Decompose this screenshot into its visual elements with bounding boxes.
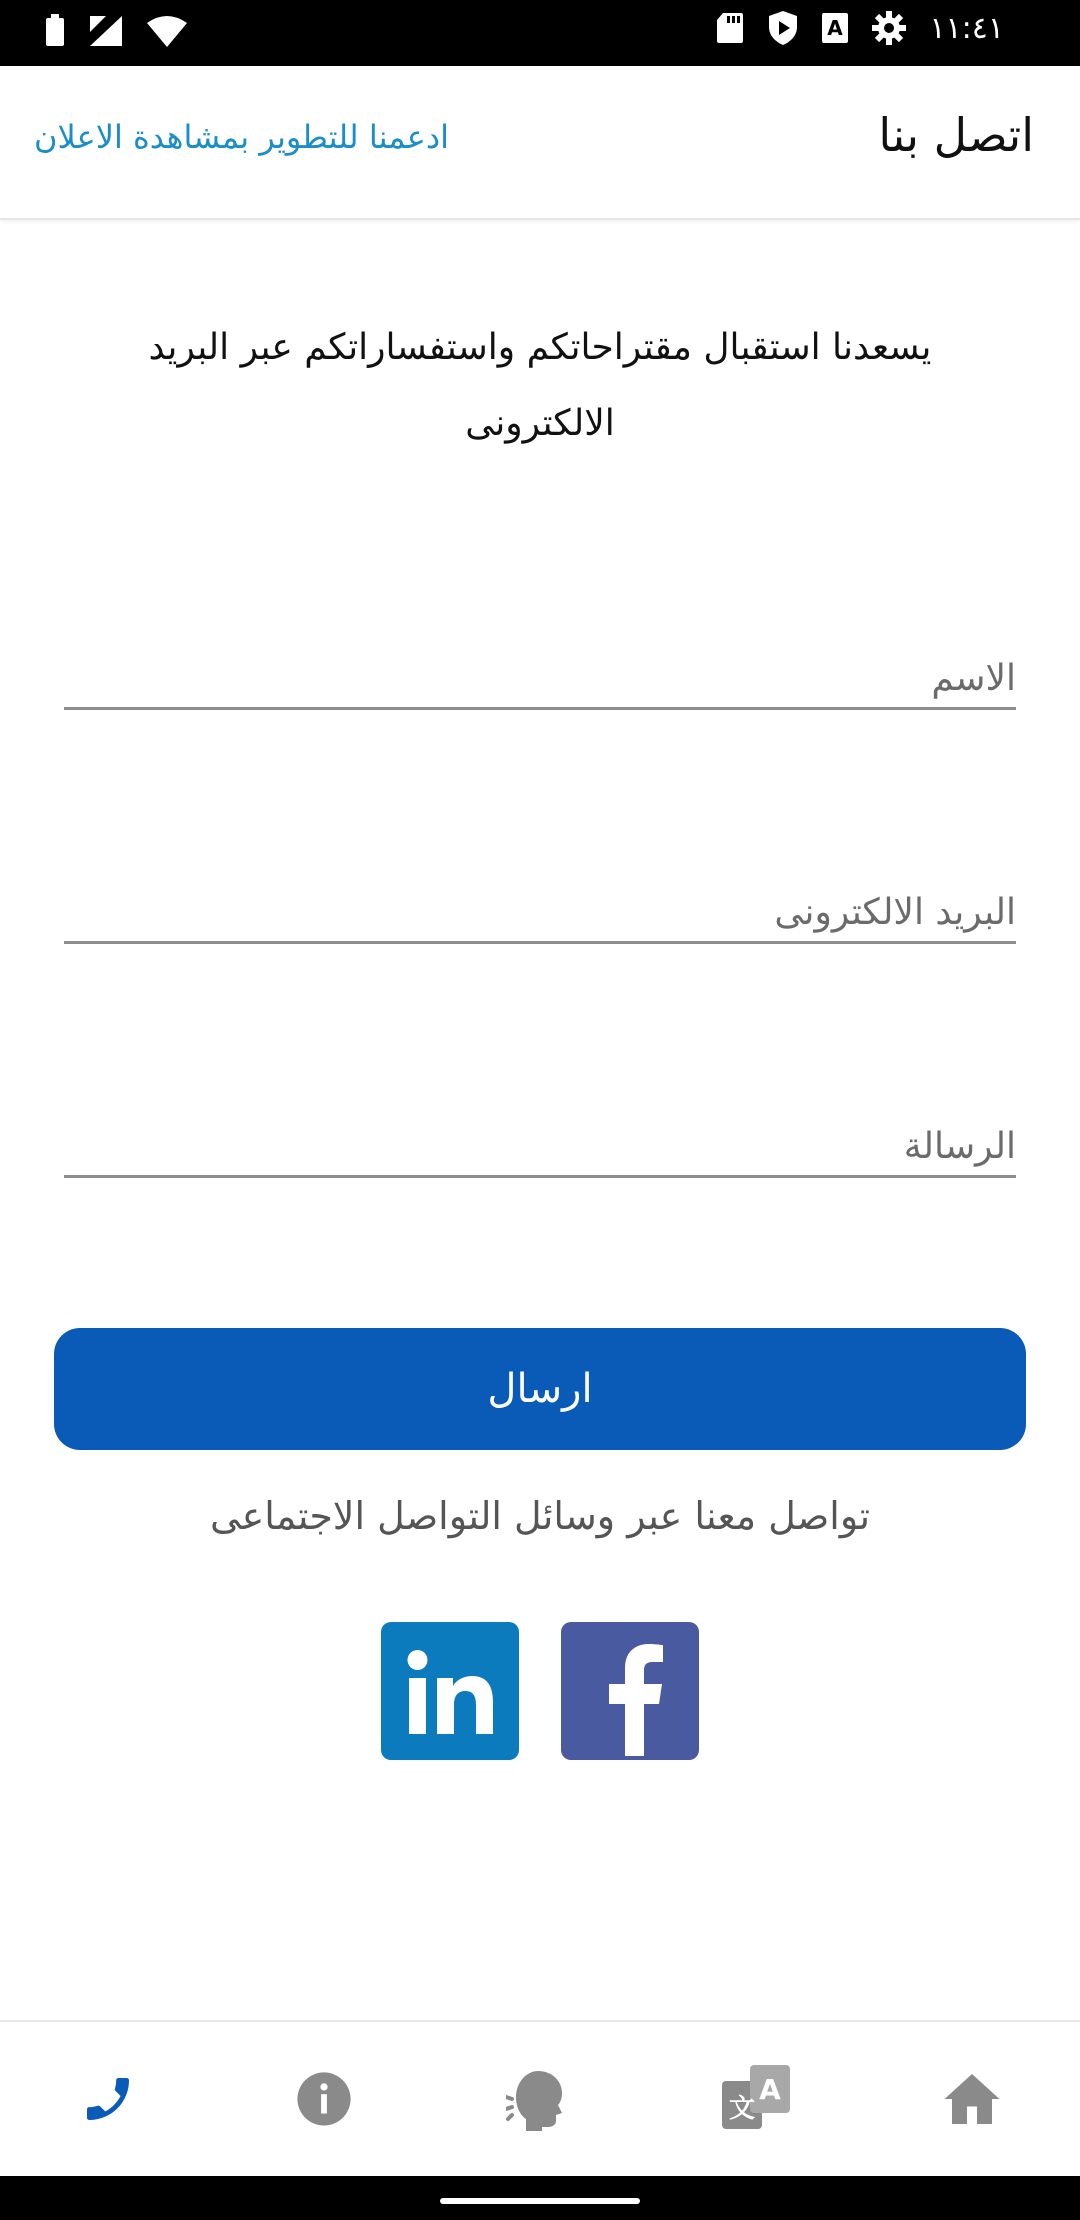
svg-text:A: A (759, 2073, 781, 2106)
wifi-icon (146, 15, 188, 47)
home-gesture-pill[interactable] (440, 2198, 640, 2204)
send-button[interactable]: ارسال (54, 1328, 1026, 1450)
nav-item-speak[interactable] (432, 2022, 648, 2176)
info-icon (295, 2070, 353, 2128)
status-time: ١١:٤١ (929, 10, 1004, 46)
linkedin-button[interactable] (381, 1622, 519, 1760)
sd-card-icon (715, 11, 745, 45)
email-field (64, 874, 1016, 944)
linkedin-icon (395, 1636, 505, 1746)
name-field (64, 640, 1016, 710)
phone-icon (80, 2071, 136, 2127)
page-title: اتصل بنا (878, 108, 1034, 162)
status-left-icons (44, 14, 188, 48)
speaking-head-icon (506, 2067, 574, 2131)
shield-play-icon (767, 10, 799, 46)
nav-item-contact[interactable] (0, 2022, 216, 2176)
nav-item-translate[interactable] (648, 2022, 864, 2176)
system-navigation-bar (0, 2176, 1080, 2220)
svg-text:A: A (827, 16, 844, 40)
intro-text: يسعدنا استقبال مقتراحاتكم واستفساراتكم عبر البريد الالكترونى (148, 327, 932, 444)
facebook-button[interactable] (561, 1622, 699, 1760)
battery-icon (44, 14, 66, 48)
font-a-icon (821, 12, 849, 44)
app-bar (0, 66, 1080, 220)
svg-text:文: 文 (728, 2094, 756, 2124)
home-icon (942, 2071, 1002, 2127)
social-heading: تواصل معنا عبر وسائل التواصل الاجتماعى (209, 1494, 871, 1538)
name-input[interactable] (64, 640, 1016, 707)
email-input[interactable] (64, 874, 1016, 941)
social-links (381, 1622, 699, 1760)
status-right-icons (715, 10, 1004, 46)
message-input[interactable] (64, 1108, 1016, 1175)
watch-ad-link[interactable]: ادعمنا للتطوير بمشاهدة الاعلان (34, 118, 449, 156)
signal-icon (88, 14, 124, 48)
nav-item-about[interactable] (216, 2022, 432, 2176)
status-bar (0, 0, 1080, 66)
facebook-icon (575, 1626, 685, 1756)
translate-icon (722, 2065, 790, 2133)
bottom-navigation (0, 2020, 1080, 2176)
nav-item-home[interactable] (864, 2022, 1080, 2176)
message-field (64, 1108, 1016, 1178)
settings-icon (871, 10, 907, 46)
